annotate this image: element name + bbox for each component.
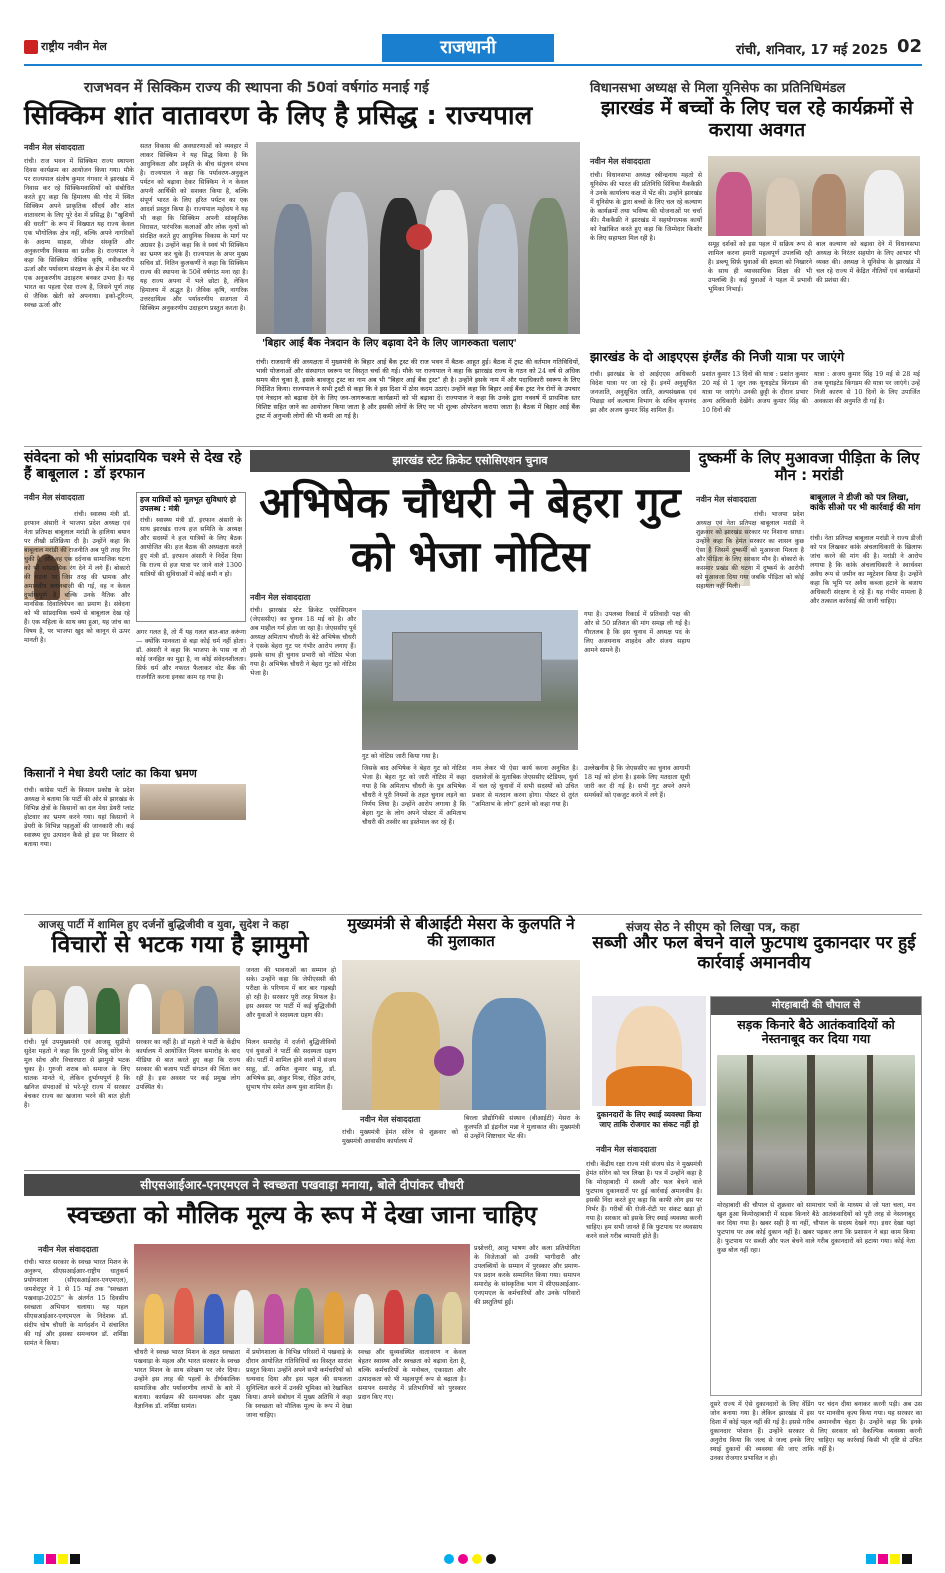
hajj-box: [136, 492, 246, 622]
brand-logo: [24, 36, 144, 60]
sanvedna-headline: संवेदना को भी सांप्रदायिक चश्मे से देख रहे हैं बाबूलाल : डॉ इरफान: [24, 450, 242, 483]
bank-body: रांची। राजधानी की अध्यक्षता में मुख्यमंत्री के बिहार आई बैंक ट्रस्ट की राज भवन में बैठक आहूत हुई। बैठक में ट्रस्ट की वर्तमान गतिविधियों, भावी योजनाओं और संस्थागत स्वरूप पर विस्तृत चर्चा की गई। मौके पर राज्यपाल ने कहा कि झारखंड राज्य के गठन को 24 वर्ष से अधिक समय बीत चुका है, इसके बावजूद ट्रस्ट का नाम अब भी "बिहार आई बैंक ट्रस्ट" ही है। उन्होंने इसके नाम में और पदाधिकारी स्वरूप के लिए निर्देशित किया। राज्यपाल ने सभी ट्रस्टी से कहा कि वे इस दिशा में ठोस कदम उठाएं। उन्होंने कहा कि बिहार आई बैंक ट्रस्ट नेत्र रोगों के उपचार एवं नेत्रदान को बढ़ावा देने के लिए जन-जागरूकता कार्यक्रमों को भी बढ़ावा दें। राज्यपाल ने कहा कि उनके द्वारा नववर्ष में प्राथमिक स्तर विशिष्ट सहित जाने का आयोजन किया जाता है और इसकी लोगों के लिए पर भी शुल्क ओपरेशन कराया जाता है। बैठक में बिहार आई बैंक ट्रस्ट में अनुभवी लोगों की भी कमी आ गई है।: [256, 358, 580, 420]
bit-col1: रांची। मुख्यमंत्री हेमंत सोरेन से शुक्रवार को मुख्यमंत्री आवासीय कार्यालय में: [342, 1129, 458, 1145]
reg-black-center: [486, 1554, 496, 1564]
ajsu-kicker: आजसू पार्टी में शामिल हुए दर्जनों बुद्धिजीवी व युवा, सुदेश ने कहा: [38, 919, 289, 931]
ajsu-col2: जनता की भावनाओं का सम्मान हो सके। उन्होंने कहा कि जेपीएससी की परीक्षा के परिणाम में बार बार गड़बड़ी हो रही है। सरकार पूरी तरह विफल है। इस अवसर पर पार्टी में कई बुद्धिजीवी और युवाओं ने सदस्यता ग्रहण की।: [246, 967, 336, 1019]
footpath-col2: दूसरे राज्य में ऐसे दुकानदारों के लिए वेंडिंग जोन बनाया गया है। लेकिन झारखंड में इस दिशा में कोई पहल नहीं की गई है। इससे गरीब दुकानदार परेशान हैं। उन्होंने सरकार से अनुरोध किया कि जल्द से जल्द इनके लिए स्थाई दुकानों की व्यवस्था की जाए ताकि उनका रोजगार प्रभावित न हो।: [710, 1401, 814, 1462]
cricket-kicker: झारखंड स्टेट क्रिकेट एसोसिएशन चुनाव: [250, 450, 690, 472]
reg-magenta-center: [458, 1554, 468, 1564]
sikkim-article: [24, 74, 584, 442]
unicef-headline: झारखंड में बच्चों के लिए चल रहे कार्यक्रमों से कराया अवगत: [600, 97, 913, 141]
footpath-kicker: संजय सेठ ने सीएम को लिखा पत्र, कहा: [626, 920, 800, 934]
cricket-article: [250, 450, 690, 910]
sanvedna-col2: अगर गलत है, तो मैं यह गलत बात-बात करूंगा — क्योंकि मानवता से बड़ा कोई धर्म नहीं होता। डॉ. अंसारी ने कहा कि भाजपा के पास ना तो कोई जनहित का मुद्दा है, ना कोई संवेदनशीलता। सिर्फ धर्म और नफरत फैलाकर वोट बैंक की राजनीति करना इनका काम रह गया है।: [136, 629, 246, 681]
sikkim-col1: रांची। राज भवन में सिक्किम राज्य स्थापना दिवस कार्यक्रम का आयोजन किया गया। मौके पर राज्यपाल संतोष कुमार गंगवार ने झारखंड में निवास कर रहे सिक्किमवासियों को संबोधित करते हुए कहा कि हिमालय की गोद में स्थित सिक्किम अपने प्राकृतिक सौंदर्य और शांत वातावरण के लिए पूरे देश में प्रसिद्ध है। "खुशियों की धरती" के रूप में विख्यात यह राज्य केवल एक भौगोलिक क्षेत्र नहीं, बल्कि अपने नागरिकों के अदम्य साहस, जीवंत संस्कृति और अनुकरणीय विकास का प्रतीक है। राज्यपाल ने कहा कि सिक्किम जैविक कृषि, नवीकरणीय ऊर्जा और पर्यावरण संरक्षण के क्षेत्र में देश भर में एक अनुकरणीय उदाहरण बनकर उभरा है। यह भारत का पहला ऐसा राज्य है, जिसने पूर्ण तरह से जैविक खेती को अपनाया। इको-टूरिज्म, स्वच्छ ऊर्जा और: [24, 158, 134, 309]
reg-black-right: [902, 1554, 912, 1564]
cricket-col3: नाम लेकर भी ऐसा कार्य करना अनुचित है। दस्तावेजों के मुताबिक जेएससीए स्टेडियम, धुर्वा में चल रहे चुनावों में सभी सदस्यों को उचित प्रकार से मतदान करना होगा। पोस्टर से तुरंत "अमिताभ के लोग" हटाने को कहा गया है।: [472, 765, 578, 808]
unicef-col1: रांची। विधानसभा अध्यक्ष रबीन्द्रनाथ महतो से यूनिसेफ की भारत की प्रतिनिधि सिंथिया मैककैफ्री ने उनके कार्यालय कक्ष में भेंट की। उन्होंने झारखंड में यूनिसेफ के द्वारा बच्चों के लिए चल रहे कल्याण के कार्यक्रमों तथा भविष्य की योजनाओं पर चर्चा की। मैककैफ्री ने झारखंड में सहयोगात्मक कार्यों को रेखांकित करते हुए कहा कि जिम्मेदार किशोर के लिए सहायता मिल रही है।: [590, 172, 702, 242]
ias-headline: झारखंड के दो आइएएस इंग्लैंड की निजी यात्रा पर जाएंगे: [590, 349, 845, 364]
hajj-box-title: हज यात्रियों को मूलभूत सुविधाएं हो उपलब्ध : मंत्री: [140, 495, 236, 513]
footpath-headline: सब्जी और फल बेचने वाले फुटपाथ दुकानदार पर हुई कार्रवाई अमानवीय: [592, 933, 916, 973]
footpath-byline: नवीन मेल संवाददाता: [596, 1145, 657, 1154]
flower-bouquet: [434, 1046, 464, 1076]
sanvedna-article: [24, 450, 246, 848]
reg-cyan-center: [444, 1554, 454, 1564]
empty-footpath-photo: [717, 1055, 915, 1195]
footpath-col1: रांची। केंद्रीय रक्षा राज्य मंत्री संजय सेठ ने मुख्यमंत्री हेमंत सोरेन को पत्र लिखा है। पत्र में उन्होंने कहा है कि मोरहाबादी में सब्जी और फल बेचने वाले फुटपाथ दुकानदारों पर हुई कार्रवाई अमानवीय है। इसकी निंदा करते हुए कहा कि काफी लोग इस पर निर्भर हैं। गरीबों की रोजी-रोटी पर संकट खड़ा हो गया है। सरकार को इसके लिए स्थाई व्यवस्था करनी चाहिए। हम सभी जानते हैं कि फुटपाथ पर व्यवसाय करने वाले गरीब व्यापारी होते हैं।: [586, 1161, 702, 1240]
bit-byline: नवीन मेल संवाददाता: [360, 1115, 421, 1124]
ajsu-article: [24, 916, 336, 1166]
sanvedna-col1: रांची। स्वास्थ्य मंत्री डॉ. इरफान अंसारी ने भाजपा प्रदेश अध्यक्ष एवं नेता प्रतिपक्ष बाबूलाल मरांडी के हालिया बयान पर तीखी प्रतिक्रिया दी है। उन्होंने कहा कि बाबूलाल मरांडी की राजनीति अब पूरी तरह गिर चुकी है, और वह एक दर्दनाक सामाजिक घटना को भी सांप्रदायिक रंग देने में लगे हैं। बोकारो की घटना पर जिस तरह की भ्रामक और अमानवीय बयानबाजी की गई, वह न केवल दुर्भाग्यपूर्ण है, बल्कि उनके नैतिक और मानसिक दिवालियेपन का प्रमाण है। संवेदना को भी सांप्रदायिक चश्मे से बाबूलाल देख रहे हैं। एक महिला के साथ क्या हुआ, यह जांच का विषय है, पर भाजपा खुद को कानून से ऊपर मानती है।: [24, 511, 130, 644]
ias-col2: प्रशांत कुमार 13 दिनों की यात्रा : प्रशांत कुमार 20 मई से 1 जून तक यूनाइटेड किंगडम की यात्रा पर जाएंगे। उनकी छुट्टी के दौरान प्रभार अन्य अधिकारी देखेंगे। अजय कुमार सिंह की 10 दिनों की: [702, 371, 808, 414]
babulal-byline: नवीन मेल संवाददाता: [696, 495, 757, 504]
swachhta-banner: सीएसआईआर-एनएमएल ने स्वच्छता पखवाड़ा मनाया, बोले दीपांकर चौधरी: [24, 1174, 580, 1196]
babulal-col1: रांची। भाजपा प्रदेश अध्यक्ष एवं नेता प्रतिपक्ष बाबूलाल मरांडी ने शुक्रवार को झारखंड सरकार पर निशाना साधा। उन्होंने कहा कि हेमंत सरकार का शासन कुछ ऐसा है जिसमें दुष्कर्मी को मुआवजा मिलता है और पीड़िता के लिए सरकार मौन है। बोकारो के कसमार प्रखंड की घटना में दुष्कर्म के आरोपी को मुआवजा दिया गया जबकि पीड़िता को कोई सहायता नहीं मिली।: [696, 511, 804, 590]
swachhta-col2: चौधरी ने स्वच्छ भारत मिशन के तहत स्वच्छता पखवाड़ा के महत्व और भारत सरकार के स्वच्छ भारत मिशन के साथ संरेखण पर जोर दिया। उन्होंने इस तरह की पहलों के दीर्घकालिक सामाजिक और पर्यावरणीय लाभों के बारे में बताया। कार्यक्रम की समन्वयक और मुख्य वैज्ञानिक डॉ. शर्मिष्ठा सामंत।: [134, 1349, 240, 1410]
rule-lower: [24, 1170, 580, 1171]
swachhta-col1: रांची। भारत सरकार के स्वच्छ भारत मिशन के अनुरूप, सीएसआईआर-राष्ट्रीय धातुकर्म प्रयोगशाला (सीएसआईआर-एनएमएल), जमशेदपुर ने 1 से 15 मई तक "स्वच्छता पखवाड़ा-2025" के अंतर्गत 15 दिवसीय स्वच्छता अभियान चलाया। यह पहल सीएसआईआर-एनएमएल के निदेशक डॉ. संदीप घोष चौधरी के मार्गदर्शन में संचालित की गई और इसका समन्वयन डॉ. शर्मिष्ठा सामंत ने किया।: [24, 1259, 128, 1347]
ias-col3: यात्रा : अजय कुमार सिंह 19 मई से 28 मई तक यूनाइटेड किंगडम की यात्रा पर जाएंगे। उन्हें निजी कारण से 10 दिनों के लिए उपार्जित अवकाश की अनुमति दी गई है।: [814, 371, 920, 405]
unicef-kicker: विधानसभा अध्यक्ष से मिला यूनिसेफ का प्रतिनिधिमंडल: [590, 81, 846, 96]
bank-headline: 'बिहार आई बैंक नेत्रदान के लिए बढ़ावा देने के लिए जागरुकता चलाए': [262, 338, 517, 349]
unicef-article: [590, 74, 922, 348]
jsca-stadium-photo: [362, 610, 578, 750]
section-banner: राजधानी: [382, 34, 554, 62]
babulal-subhead: बाबूलाल ने डीजी को पत्र लिखा, कांके सीओ पर भी कार्रवाई की मांग: [810, 493, 921, 513]
reg-magenta-right: [878, 1554, 888, 1564]
reg-yellow-left: [58, 1554, 68, 1564]
ajsu-headline: विचारों से भटक गया है झामुमो: [51, 932, 309, 958]
morabadi-kicker: मोरहाबादी की चौपाल से: [711, 997, 921, 1015]
bit-col2: बिरला प्रौद्योगिकी संस्थान (बीआईटी) मेसरा के कुलपति डॉ इंद्रनील मन्ना ने मुलाकात की। मुख्यमंत्री से उन्होंने शिष्टाचार भेंट की।: [464, 1115, 580, 1140]
bouquet: [406, 224, 432, 250]
cricket-byline: नवीन मेल संवाददाता: [250, 593, 311, 602]
reg-magenta-left: [46, 1554, 56, 1564]
award-ceremony-photo: [134, 1244, 470, 1344]
footpath-caption: दुकानदारों के लिए स्थाई व्यवस्था किया जाए ताकि रोजगार का संकट नहीं हो: [596, 1110, 702, 1129]
babulal-article: [696, 450, 922, 910]
unicef-col3: बाल कल्याण को बढ़ावा देने में विधानसभा अध्यक्ष के निरंतर सहयोग के लिए आभार भी व्यक्त की। अध्यक्ष ने यूनिसेफ के झारखंड में चल रहे राज्य में केंद्रित नीतियों एवं कार्यक्रमों की प्रशंसा की।: [816, 241, 920, 284]
governor-group-photo: [256, 142, 580, 334]
reg-cyan-right: [866, 1554, 876, 1564]
dairy-visit-photo: [140, 784, 246, 820]
masthead-rule: [24, 64, 922, 66]
cm-vc-meeting-photo: [342, 960, 580, 1110]
hajj-box-body: रांची। स्वास्थ्य मंत्री डॉ. इरफान अंसारी के साथ झारखंड राज्य हज समिति के अध्यक्ष और सदस्यों ने हज यात्रियों के लिए बैठक आयोजित की। हज बैठक की अध्यक्षता करते हुए मंत्री डॉ. इरफान अंसारी ने निर्देश दिया कि राज्य से हज यात्रा पर जाने वाले 1300 यात्रियों की सुविधाओं में कोई कमी न हो।: [140, 517, 242, 579]
dateline: रांची, शनिवार, 17 मई 2025: [735, 43, 888, 58]
kisan-headline: किसानों ने मेधा डेयरी प्लांट का किया भ्रमण: [24, 767, 197, 780]
sanvedna-byline: नवीन मेल संवाददाता: [24, 493, 85, 502]
swachhta-col3: में प्रयोगशाला के विभिन्न परिसरों में पखवाड़े के दौरान आयोजित गतिविधियों का विस्तृत सारांश प्रस्तुत किया। उन्होंने अपने सभी कर्मचारियों को धन्यवाद दिया और इस पहल की सफलता सुनिश्चित करने में उनकी भूमिका को रेखांकित किया। अपने संबोधन में मुख्य अतिथि ने कहा कि स्वच्छता को मौलिक मूल्य के रूप में देखा जाना चाहिए।: [246, 1349, 352, 1419]
swachhta-col4: स्वच्छ और सुव्यवस्थित वातावरण न केवल बेहतर स्वास्थ्य और स्वच्छता को बढ़ावा देता है, बल्कि कर्मचारियों के मनोबल, एकाग्रता और उत्पादकता को भी महत्वपूर्ण रूप से बढ़ाता है। समापन समारोह में प्रतिभागियों को पुरस्कार प्रदान किए गए।: [358, 1349, 466, 1401]
rule-top: [24, 446, 922, 447]
ajsu-col1: रांची। पूर्व उपमुख्यमंत्री एवं आजसू सुप्रीमो सुदेश महतो ने कहा कि गुरुजी शिबू सोरेन के मूल सोच और विचारधारा से झामुमो भटक चुका है। गुरुजी शराब को समाज के लिए घातक मानते थे, लेकिन दुर्भाग्यपूर्ण है कि खनिज संपदाओं से भरे-पूरे राज्य में सरकार बेचकर राज्य का खजाना भरने की बात होती है।: [24, 1039, 130, 1109]
stadium-caption: गुट को नोटिस जारी किया गया है।: [362, 753, 439, 760]
kisan-body: रांची। कांग्रेस पार्टी के किसान प्रकोष्ठ के प्रदेश अध्यक्ष ने बताया कि पार्टी की ओर से झारखंड के विभिन्न क्षेत्रों के किसानों का दल मेधा डेयरी प्लांट होटवार का भ्रमण करने गया। यहां किसानों ने डेयरी के विभिन्न पहलुओं की जानकारी ली। कई स्वास्थ्य दूध उत्पादन कैसे हो इस पर विस्तार से बताया गया।: [24, 787, 134, 848]
babulal-headline: दुष्कर्मी के लिए मुआवजा पीड़िता के लिए मौन : मरांडी: [698, 449, 920, 485]
ajsu-col4: मिलन समारोह में दर्जनों बुद्धिजीवियों एवं युवाओं ने पार्टी की सदस्यता ग्रहण की। पार्टी में शामिल होने वालों में संजय साहू, डॉ. अमित कुमार साहू, डॉ. अभिषेक झा, अंकुर मिश्रा, रोहित उरांव, सुभाष गोप समेत अन्य युवा शामिल हैं।: [246, 1039, 336, 1091]
ias-article: [590, 348, 922, 444]
reg-yellow-right: [890, 1554, 900, 1564]
morabadi-box: [710, 996, 922, 1396]
sikkim-byline: नवीन मेल संवाददाता: [24, 143, 85, 152]
swachhta-headline: स्वच्छता को मौलिक मूल्य के रूप में देखा जाना चाहिए: [67, 1201, 537, 1229]
cricket-col5: उल्लेखनीय है कि जेएससीए का चुनाव आगामी 18 मई को होना है। इसके लिए मतदाता सूची जारी कर दी गई है। सभी गुट अपने अपने समर्थकों को एकजुट करने में लगे हैं।: [584, 765, 690, 799]
masthead: [24, 32, 922, 66]
ajsu-joining-photo: [24, 966, 240, 1034]
sikkim-kicker: राजभवन में सिक्किम राज्य की स्थापना की 50वां वर्षगांठ मनाई गई: [84, 80, 429, 96]
ajsu-col3: सरकार का नहीं है। डॉ महतो ने पार्टी के केंद्रीय कार्यालय में आयोजित मिलन समारोह के बाद मीडिया से बात करते हुए कहा कि राज्य सरकार की बजाय पार्टी संगठन की चिंता कर रही है। इस अवसर पर कई प्रमुख लोग उपस्थित थे।: [136, 1039, 240, 1091]
brand-name: राष्ट्रीय नवीन मेल: [41, 40, 107, 53]
sikkim-headline: सिक्किम शांत वातावरण के लिए है प्रसिद्ध : राज्यपाल: [24, 101, 533, 131]
swachhta-byline: नवीन मेल संवाददाता: [38, 1245, 99, 1254]
unicef-col2: समूह दर्शकों को इस पहल में सक्रिय रूप से शामिल करना हमारी महत्वपूर्ण उपलब्धि रही है। डब्ल्यू सिर्फ़ युवाओं की क्षमता को निखारने के साथ ही व्यावसायिक शिक्षा की भी उपलब्धि है। कई युवाओं ने पहल में प्रभावी भूमिका निभाई।: [708, 241, 812, 293]
morabadi-headline: सड़क किनारे बैठे आतंकवादियों को नेस्तनाबूद कर दिया गया: [737, 1017, 895, 1047]
bit-headline: मुख्यमंत्री से बीआईटी मेसरा के कुलपति ने की मुलाकात: [347, 915, 575, 951]
page-number: 02: [896, 36, 922, 57]
morabadi-body: मोरहाबादी की चौपाल से शुक्रवार को सामाचार पत्रों के माध्यम से जो पता चला, मन खुश हुआ किमोरहाबादी में सड़क किनारे बैठे आतंकवादियों को पूरी तरह से नेस्तनाबूद कर दिया गया है। खबर सही है या नहीं, चौपाल के सदस्य देखने गए। इधर देखा यहां फुटपाथ पर अब कोई दुकान नहीं है। खबर पढ़कर लगा कि प्रशासन ने बड़ा काम किया है। फुटपाथ पर सब्जी और फल बेचने वाले गरीब दुकानदारों को हटाया गया। कोई नेता कुछ बोल नहीं रहा।: [717, 1202, 915, 1254]
unicef-byline: नवीन मेल संवाददाता: [590, 157, 651, 166]
sanjay-seth-portrait: [592, 996, 706, 1106]
footpath-article: [586, 916, 922, 1552]
cricket-col4: गया है। उपलब्ध रिकार्ड में प्रतिवादी पक्ष की ओर से 50 प्रतिशत की मांग समझ ली गई है। गौरतलब है कि इस चुनाव में अध्यक्ष पद के लिए अजयनाथ शाहदेव और संजय सहाय आमने सामने हैं।: [584, 611, 690, 654]
babulal-col2: रांची। नेता प्रतिपक्ष बाबूलाल मरांडी ने राज्य डीजी को पत्र लिखकर कांके अंचलाधिकारी के खिलाफ जांच करने की मांग की है। मरांडी ने आरोप लगाया है कि कांके अंचलाधिकारी ने स्वार्थवश अवैध रूप से जमीन का म्यूटेशन किया है। उन्होंने कहा कि भूमि पर अवैध कब्जा हटाने के बजाय अधिकारी संरक्षण दे रहे हैं। यह गंभीर मामला है और तत्काल कार्रवाई की जानी चाहिए।: [810, 535, 922, 605]
footpath-col3: पर चंदन दीया बनाकर करनी पड़ी। अब उस पर मानवीय कृत्य किया गया। यह सरकार का अमानवीय चेहरा है। उन्होंने कहा कि इनके लिए सरकार को वैकल्पिक व्यवस्था करनी चाहिए। यह कार्रवाई किसी भी दृष्टि से उचित नहीं है।: [818, 1401, 922, 1453]
cricket-col1: रांची। झारखंड स्टेट क्रिकेट एसोसिएशन (जेएससीए) का चुनाव 18 मई को है। और अब माहौल गर्म होता जा रहा है। जेएससीए पूर्व अध्यक्ष अमिताभ चौधरी के बेटे अभिषेक चौधरी ने एसके बेहरा गुट पर गंभीर आरोप लगाए हैं। इसके साथ ही चुनाव प्रभारी को नोटिस भेजा गया है। अभिषेक चौधरी ने बेहरा गुट को नोटिस भेजा है।: [250, 607, 356, 677]
cricket-headline: अभिषेक चौधरी ने बेहरा गुट को भेजा नोटिस: [259, 478, 681, 581]
brand-logo-mark: [24, 40, 38, 54]
ias-col1: रांची। झारखंड के दो आईएएस अधिकारी विदेश यात्रा पर जा रहे हैं। इनमें अनुसूचित जनजाति, अनुसूचित जाति, अल्पसंख्यक एवं पिछड़ा वर्ग कल्याण विभाग के सचिव कृपानंद झा और अजय कुमार सिंह शामिल हैं।: [590, 371, 696, 414]
swachhta-article: [24, 1172, 580, 1552]
reg-black-left: [70, 1554, 80, 1564]
sikkim-col2: सतत विकास की अवधारणाओं को व्यवहार में लाकर सिक्किम ने यह सिद्ध किया है कि आधुनिकता और प्रकृति के बीच संतुलन संभव है। राज्यपाल ने कहा कि पर्यावरण-अनुकूल पर्यटन को बढ़ावा देकर सिक्किम ने न केवल अपनी आर्थिकी को सशक्त किया है, बल्कि संपूर्ण भारत के लिए हरित पर्यटन का एक आदर्श प्रस्तुत किया है। राज्यपाल महोदय ने यह भी कहा कि सिक्किम अपनी सांस्कृतिक विरासत, पारंपरिक कलाओं और लोक नृत्यों को संरक्षित करते हुए आधुनिक विकास के मार्ग पर अग्रसर है। उन्होंने कहा कि वे स्वयं भी सिक्किम का भ्रमण कर चुके हैं। राज्यपाल के अपर मुख्य सचिव डॉ. नितिन कुलकर्णी ने कहा कि सिक्किम राज्य की स्थापना के 50वें वर्षगांठ मना रहा है। यह राज्य अपना में भले छोटा है, लेकिन हिमालय में अद्भुत है। जैविक कृषि, नागरिक उत्तरदायित्व और पर्यावरणीय सजगता में सिक्किम अनुकरणीय उदाहरण प्रस्तुत करता है।: [140, 143, 248, 312]
reg-cyan-left: [34, 1554, 44, 1564]
cricket-col2: जिसके बाद अभिषेक ने बेहरा गुट को नोटिस भेजा है। बेहरा गुट को जारी नोटिस में कहा गया है कि अमिताभ चौधरी के पुत्र अभिषेक चौधरी ने पूरी नियमों के तहत चुनाव लड़ने का निर्णय लिया है। उन्होंने आरोप लगाया है कि बेहरा गुट के लोग अपने पोस्टर में अमिताभ चौधरी की तस्वीर का इस्तेमाल कर रहे हैं।: [362, 765, 466, 826]
bit-article: [342, 916, 580, 1166]
swachhta-col5: प्रश्नोत्तरी, आशु भाषण और कला प्रतियोगिता के विजेताओं को उनकी भागीदारी और उपलब्धियों के सम्मान में पुरस्कार और प्रमाण-पत्र प्रदान करके सम्मानित किया गया। समापन समारोह के सांस्कृतिक भाग में सीएसआईआर-एनएमएल के कर्मचारियों और उनके परिवारों की प्रस्तुतियां हुईं।: [474, 1245, 580, 1306]
unicef-meeting-photo: [708, 156, 920, 236]
reg-yellow-center: [472, 1554, 482, 1564]
color-registration-bar: [24, 1554, 922, 1564]
